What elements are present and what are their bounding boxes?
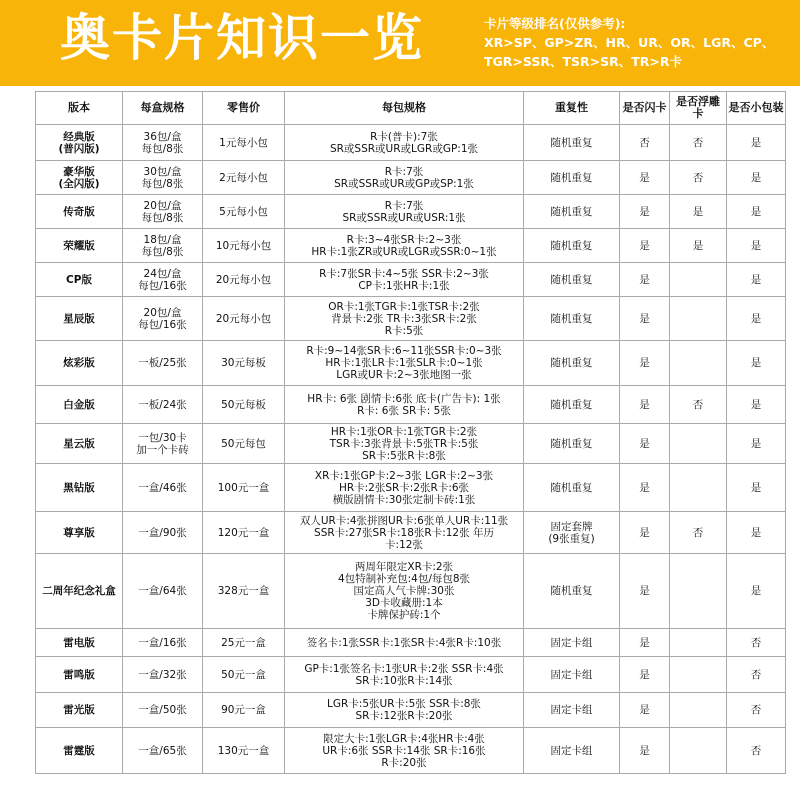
foil-cell: 是 xyxy=(620,161,670,195)
repeat-cell: 随机重复 xyxy=(524,229,620,263)
emboss-cell xyxy=(670,424,727,464)
emboss-cell: 否 xyxy=(670,161,727,195)
emboss-cell xyxy=(670,629,727,657)
repeat-cell: 固定卡组 xyxy=(524,629,620,657)
emboss-cell xyxy=(670,263,727,297)
price-cell: 50元一盒 xyxy=(203,657,285,693)
small-pack-cell: 是 xyxy=(727,229,786,263)
version-cell: 雷鸣版 xyxy=(36,657,123,693)
foil-cell: 是 xyxy=(620,195,670,229)
repeat-cell: 随机重复 xyxy=(524,297,620,341)
box-spec-cell: 30包/盒 每包/8张 xyxy=(123,161,203,195)
repeat-cell: 固定卡组 xyxy=(524,693,620,728)
table-row xyxy=(36,512,786,554)
pack-spec-cell: 签名卡:1张SSR卡:1张SR卡:4张R卡:10张 xyxy=(285,629,524,657)
pack-spec-cell: GP卡:1张签名卡:1张UR卡:2张 SSR卡:4张 SR卡:10张R卡:14张 xyxy=(285,657,524,693)
repeat-cell: 随机重复 xyxy=(524,386,620,424)
emboss-cell: 否 xyxy=(670,512,727,554)
version-cell: 星辰版 xyxy=(36,297,123,341)
repeat-cell: 随机重复 xyxy=(524,263,620,297)
version-cell: 白金版 xyxy=(36,386,123,424)
small-pack-cell: 否 xyxy=(727,657,786,693)
pack-spec-cell: R卡:7张SR卡:4~5张 SSR卡:2~3张 CP卡:1张HR卡:1张 xyxy=(285,263,524,297)
version-cell: 豪华版 (全闪版) xyxy=(36,161,123,195)
pack-spec-cell: HR卡:1张OR卡:1张TGR卡:2张 TSR卡:3张背景卡:5张TR卡:5张 SR卡:5张R卡:8张 xyxy=(285,424,524,464)
version-cell: 炫彩版 xyxy=(36,341,123,386)
emboss-cell: 否 xyxy=(670,386,727,424)
price-cell: 30元每板 xyxy=(203,341,285,386)
emboss-cell xyxy=(670,554,727,629)
foil-cell: 是 xyxy=(620,386,670,424)
emboss-cell xyxy=(670,341,727,386)
emboss-cell xyxy=(670,728,727,774)
column-header: 重复性 xyxy=(524,92,620,125)
table-row xyxy=(36,693,786,728)
price-cell: 100元一盒 xyxy=(203,464,285,512)
emboss-cell: 否 xyxy=(670,125,727,161)
repeat-cell: 固定卡组 xyxy=(524,657,620,693)
rank-note-line: 卡片等级排名(仅供参考): xyxy=(484,16,626,31)
table-row xyxy=(36,424,786,464)
foil-cell: 是 xyxy=(620,464,670,512)
pack-spec-cell: R卡:3~4张SR卡:2~3张 HR卡:1张ZR或UR或LGR或SSR:0~1张 xyxy=(285,229,524,263)
emboss-cell xyxy=(670,464,727,512)
pack-spec-cell: R卡:9~14张SR卡:6~11张SSR卡:0~3张 HR卡:1张LR卡:1张SLR卡:0~1张 LGR或UR卡:2~3张地图一张 xyxy=(285,341,524,386)
small-pack-cell: 是 xyxy=(727,263,786,297)
small-pack-cell: 是 xyxy=(727,464,786,512)
small-pack-cell: 是 xyxy=(727,512,786,554)
small-pack-cell: 是 xyxy=(727,386,786,424)
price-cell: 2元每小包 xyxy=(203,161,285,195)
table-row xyxy=(36,464,786,512)
table-row xyxy=(36,195,786,229)
column-header: 版本 xyxy=(36,92,123,125)
table-row xyxy=(36,657,786,693)
pack-spec-cell: LGR卡:5张UR卡:5张 SSR卡:8张 SR卡:12张R卡:20张 xyxy=(285,693,524,728)
header-banner xyxy=(0,0,800,86)
price-cell: 1元每小包 xyxy=(203,125,285,161)
emboss-cell xyxy=(670,693,727,728)
pack-spec-cell: R卡:7张 SR或SSR或UR或USR:1张 xyxy=(285,195,524,229)
box-spec-cell: 一盒/64张 xyxy=(123,554,203,629)
emboss-cell xyxy=(670,657,727,693)
small-pack-cell: 是 xyxy=(727,297,786,341)
column-header: 每包规格 xyxy=(285,92,524,125)
column-header: 每盒规格 xyxy=(123,92,203,125)
price-cell: 5元每小包 xyxy=(203,195,285,229)
box-spec-cell: 20包/盒 每包/8张 xyxy=(123,195,203,229)
pack-spec-cell: XR卡:1张GP卡:2~3张 LGR卡:2~3张 HR卡:2张SR卡:2张R卡:6张 横版剧情卡:30张定制卡砖:1张 xyxy=(285,464,524,512)
version-cell: 雷光版 xyxy=(36,693,123,728)
column-header: 是否小包装 xyxy=(727,92,786,125)
foil-cell: 是 xyxy=(620,554,670,629)
rank-note-line: TGR>SSR、TSR>SR、TR>R卡 xyxy=(484,54,682,69)
card-info-table xyxy=(35,91,786,774)
emboss-cell: 是 xyxy=(670,195,727,229)
pack-spec-cell: 限定大卡:1张LGR卡:4张HR卡:4张 UR卡:6张 SSR卡:14张 SR卡:16张 R卡:20张 xyxy=(285,728,524,774)
version-cell: 二周年纪念礼盒 xyxy=(36,554,123,629)
version-cell: 经典版 (普闪版) xyxy=(36,125,123,161)
table-row xyxy=(36,629,786,657)
repeat-cell: 随机重复 xyxy=(524,554,620,629)
foil-cell: 是 xyxy=(620,424,670,464)
box-spec-cell: 一盒/32张 xyxy=(123,657,203,693)
pack-spec-cell: R卡(普卡):7张 SR或SSR或UR或LGR或GP:1张 xyxy=(285,125,524,161)
table-row xyxy=(36,386,786,424)
foil-cell: 是 xyxy=(620,512,670,554)
box-spec-cell: 一板/25张 xyxy=(123,341,203,386)
box-spec-cell: 18包/盒 每包/8张 xyxy=(123,229,203,263)
box-spec-cell: 一盒/46张 xyxy=(123,464,203,512)
repeat-cell: 随机重复 xyxy=(524,161,620,195)
emboss-cell xyxy=(670,297,727,341)
foil-cell: 是 xyxy=(620,341,670,386)
version-cell: CP版 xyxy=(36,263,123,297)
page-title: 奥卡片知识一览 xyxy=(60,9,424,67)
version-cell: 星云版 xyxy=(36,424,123,464)
small-pack-cell: 是 xyxy=(727,195,786,229)
version-cell: 尊享版 xyxy=(36,512,123,554)
small-pack-cell: 是 xyxy=(727,125,786,161)
small-pack-cell: 否 xyxy=(727,629,786,657)
version-cell: 雷电版 xyxy=(36,629,123,657)
version-cell: 雷霆版 xyxy=(36,728,123,774)
version-cell: 荣耀版 xyxy=(36,229,123,263)
table-header-row xyxy=(36,92,786,125)
card-rank-note xyxy=(484,14,796,71)
price-cell: 90元一盒 xyxy=(203,693,285,728)
pack-spec-cell: 双人UR卡:4张拼图UR卡:6张单人UR卡:11张 SSR卡:27张SR卡:18张R卡:12张 年历 卡:12张 xyxy=(285,512,524,554)
small-pack-cell: 否 xyxy=(727,728,786,774)
table-row xyxy=(36,125,786,161)
table-row xyxy=(36,229,786,263)
table-row xyxy=(36,161,786,195)
box-spec-cell: 一盒/90张 xyxy=(123,512,203,554)
column-header: 零售价 xyxy=(203,92,285,125)
repeat-cell: 随机重复 xyxy=(524,195,620,229)
table-row xyxy=(36,263,786,297)
pack-spec-cell: R卡:7张 SR或SSR或UR或GP或SP:1张 xyxy=(285,161,524,195)
price-cell: 10元每小包 xyxy=(203,229,285,263)
version-cell: 传奇版 xyxy=(36,195,123,229)
box-spec-cell: 一盒/50张 xyxy=(123,693,203,728)
foil-cell: 否 xyxy=(620,125,670,161)
pack-spec-cell: HR卡: 6张 剧情卡:6张 底卡(广告卡): 1张 R卡: 6张 SR卡: 5张 xyxy=(285,386,524,424)
foil-cell: 是 xyxy=(620,629,670,657)
table-row xyxy=(36,554,786,629)
pack-spec-cell: 两周年限定XR卡:2张 4包特制补充包:4包/每包8张 国定高人气卡牌:30张 3D卡收藏册:1本 卡牌保护砖:1个 xyxy=(285,554,524,629)
foil-cell: 是 xyxy=(620,693,670,728)
repeat-cell: 固定卡组 xyxy=(524,728,620,774)
box-spec-cell: 一板/24张 xyxy=(123,386,203,424)
small-pack-cell: 是 xyxy=(727,161,786,195)
box-spec-cell: 一盒/16张 xyxy=(123,629,203,657)
column-header: 是否浮雕卡 xyxy=(670,92,727,125)
table-row xyxy=(36,341,786,386)
price-cell: 50元每板 xyxy=(203,386,285,424)
rank-note-line: XR>SP、GP>ZR、HR、UR、OR、LGR、CP、 xyxy=(484,35,775,50)
repeat-cell: 随机重复 xyxy=(524,464,620,512)
box-spec-cell: 36包/盒 每包/8张 xyxy=(123,125,203,161)
foil-cell: 是 xyxy=(620,728,670,774)
box-spec-cell: 一盒/65张 xyxy=(123,728,203,774)
column-header: 是否闪卡 xyxy=(620,92,670,125)
foil-cell: 是 xyxy=(620,229,670,263)
repeat-cell: 随机重复 xyxy=(524,424,620,464)
table-row xyxy=(36,728,786,774)
small-pack-cell: 是 xyxy=(727,554,786,629)
foil-cell: 是 xyxy=(620,297,670,341)
price-cell: 328元一盒 xyxy=(203,554,285,629)
small-pack-cell: 是 xyxy=(727,424,786,464)
pack-spec-cell: OR卡:1张TGR卡:1张TSR卡:2张 背景卡:2张 TR卡:3张SR卡:2张 R卡:5张 xyxy=(285,297,524,341)
price-cell: 20元每小包 xyxy=(203,297,285,341)
box-spec-cell: 24包/盒 每包/16张 xyxy=(123,263,203,297)
emboss-cell: 是 xyxy=(670,229,727,263)
repeat-cell: 随机重复 xyxy=(524,125,620,161)
small-pack-cell: 否 xyxy=(727,693,786,728)
box-spec-cell: 20包/盒 每包/16张 xyxy=(123,297,203,341)
repeat-cell: 固定套牌 (9张重复) xyxy=(524,512,620,554)
price-cell: 130元一盒 xyxy=(203,728,285,774)
foil-cell: 是 xyxy=(620,657,670,693)
price-cell: 120元一盒 xyxy=(203,512,285,554)
version-cell: 黑钻版 xyxy=(36,464,123,512)
table-row xyxy=(36,297,786,341)
repeat-cell: 随机重复 xyxy=(524,341,620,386)
foil-cell: 是 xyxy=(620,263,670,297)
small-pack-cell: 是 xyxy=(727,341,786,386)
box-spec-cell: 一包/30卡 加一个卡砖 xyxy=(123,424,203,464)
price-cell: 25元一盒 xyxy=(203,629,285,657)
price-cell: 20元每小包 xyxy=(203,263,285,297)
price-cell: 50元每包 xyxy=(203,424,285,464)
